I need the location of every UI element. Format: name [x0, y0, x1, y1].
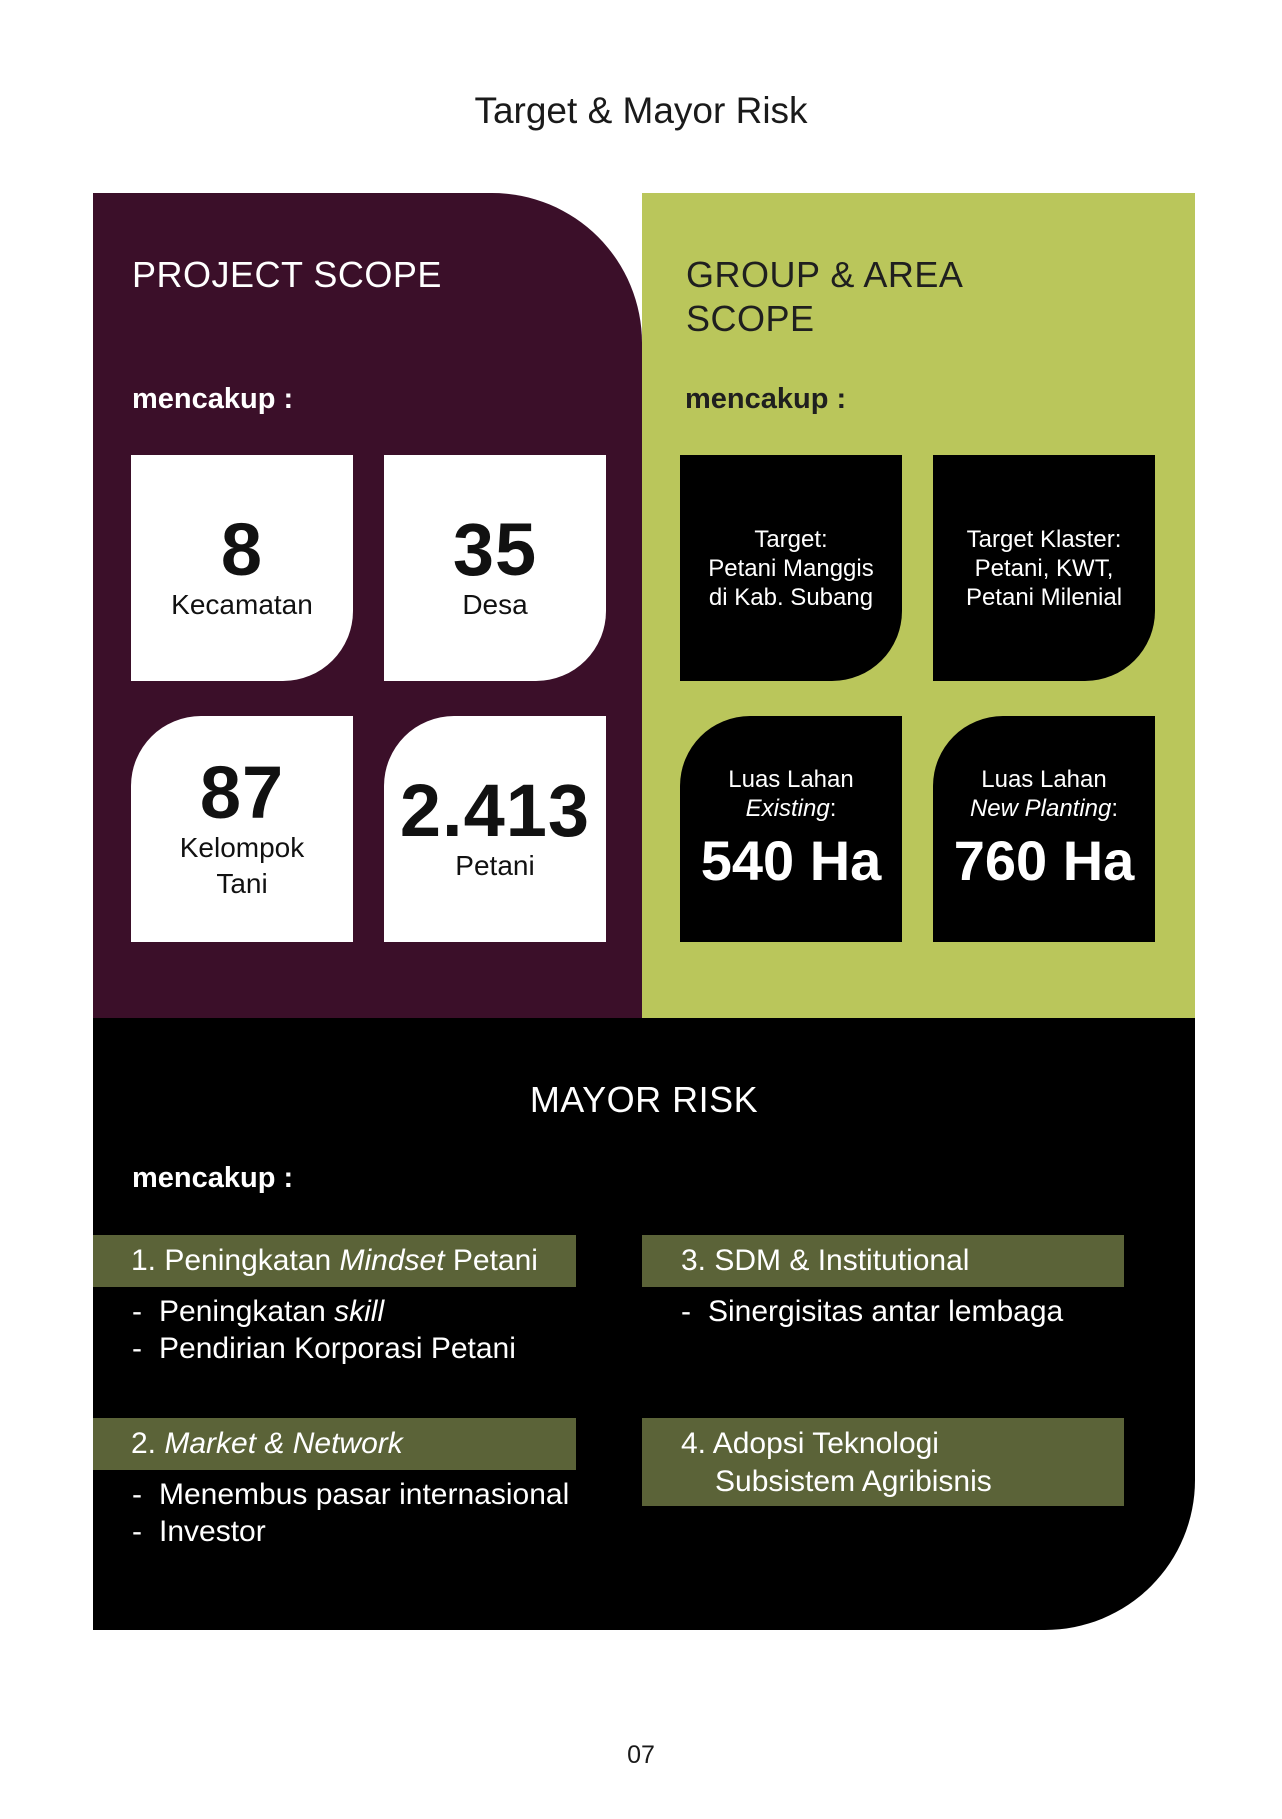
tile-text: di Kab. Subang [708, 583, 874, 611]
mayor-risk-subheading: mencakup : [132, 1162, 294, 1194]
risk-text: 1. Peningkatan [131, 1244, 340, 1277]
area-value: 760 Ha [953, 829, 1135, 892]
tile-text [970, 794, 1118, 823]
area-value: 540 Ha [700, 829, 882, 892]
risk-text: 4. Adopsi Teknologi [681, 1427, 939, 1460]
risk-3-list [681, 1293, 1063, 1330]
risk-text: 2. [131, 1427, 165, 1460]
group-area-scope-subheading: mencakup : [685, 383, 847, 415]
mayor-risk-heading: MAYOR RISK [529, 1079, 759, 1120]
tile-text: Target Klaster: [966, 525, 1122, 553]
project-scope-heading: PROJECT SCOPE [132, 254, 442, 295]
risk-1-list [132, 1293, 516, 1367]
tile-text: Petani Manggis [708, 554, 874, 582]
tile-label: Desa [462, 589, 528, 620]
italic-text: Existing [745, 795, 830, 822]
tile-text: Luas Lahan [981, 766, 1107, 793]
project-scope-subheading: mencakup : [132, 383, 294, 415]
heading-line: GROUP & AREA [686, 254, 964, 295]
tile-kecamatan [131, 455, 353, 681]
page-title: Target & Mayor Risk [474, 90, 808, 131]
mayor-risk-panel [93, 1018, 1195, 1630]
dash: - [681, 1295, 691, 1328]
item-text: Pendirian Korporasi Petani [159, 1332, 516, 1365]
list-item [132, 1330, 516, 1367]
item-text: Menembus pasar internasional [159, 1478, 570, 1511]
tile-number: 87 [199, 751, 285, 834]
tile-label: Kecamatan [171, 589, 313, 620]
tile-luas-new-planting [933, 716, 1155, 942]
dash: - [132, 1515, 142, 1548]
risk-2-bar [93, 1418, 576, 1470]
tile-target-klaster [933, 455, 1155, 681]
page-number: 07 [627, 1741, 655, 1769]
risk-italic: Mindset [339, 1244, 445, 1277]
tile-text: Petani, KWT, [974, 554, 1114, 582]
list-item [132, 1513, 569, 1550]
list-item [681, 1293, 1063, 1330]
list-item [132, 1293, 516, 1330]
risk-italic: Market & Network [164, 1427, 403, 1460]
risk-text: Subsistem Agribisnis [715, 1465, 992, 1498]
list-item [132, 1476, 569, 1513]
risk-1-bar [93, 1235, 576, 1287]
dash: - [132, 1478, 142, 1511]
tile-label: Kelompok Tani [179, 832, 305, 899]
tile-target-petani [680, 455, 902, 681]
heading-line: SCOPE [686, 298, 815, 339]
tile-number: 2.413 [399, 769, 591, 852]
tile-text [746, 794, 837, 823]
risk-2-list [132, 1476, 569, 1550]
tile-desa [384, 455, 606, 681]
tile-kelompok-tani [131, 716, 353, 942]
tile-text: Luas Lahan [728, 766, 854, 793]
italic-text: New Planting [969, 795, 1112, 822]
tile-number: 8 [220, 508, 264, 591]
tile-luas-existing [680, 716, 902, 942]
tile-label: Petani [455, 850, 535, 881]
colon: : [829, 795, 837, 822]
tile-petani [384, 716, 606, 942]
tile-text: Target: [754, 525, 828, 553]
risk-4-bar [642, 1418, 1124, 1506]
group-area-scope-panel [642, 193, 1195, 1020]
item-text: Investor [159, 1515, 266, 1548]
colon: : [1111, 795, 1119, 822]
dash: - [132, 1332, 142, 1365]
project-scope-panel [93, 193, 642, 1020]
group-area-scope-heading [686, 253, 963, 341]
risk-text: Petani [444, 1244, 538, 1277]
item-text: Sinergisitas antar lembaga [708, 1295, 1064, 1328]
tile-text: Petani Milenial [965, 583, 1123, 611]
dash: - [132, 1295, 142, 1328]
tile-number: 35 [452, 508, 538, 591]
item-text: Peningkatan [159, 1295, 335, 1328]
item-italic: skill [334, 1295, 385, 1328]
risk-3-bar: 3. SDM & Institutional [642, 1235, 1124, 1287]
